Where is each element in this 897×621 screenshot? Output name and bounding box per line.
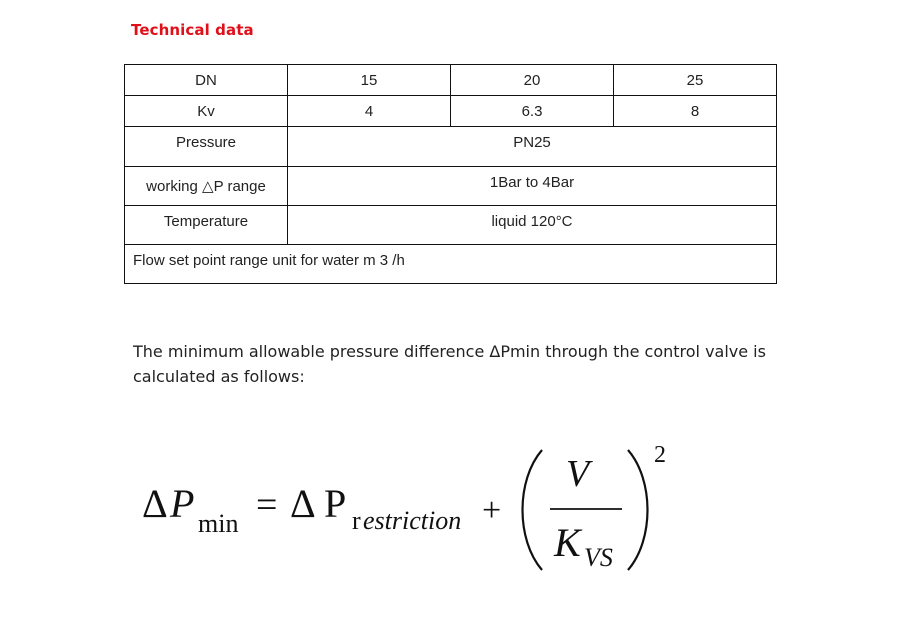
table-row-dn xyxy=(125,65,777,96)
temperature-label-cell xyxy=(125,206,288,245)
pressure-range-value: 1Bar to 4Bar xyxy=(489,173,575,191)
dn-value-3: 25 xyxy=(614,65,777,96)
kv-value-2: 6.3 xyxy=(451,96,614,127)
dn-value-2: 20 xyxy=(451,65,614,96)
lhs-variable: P xyxy=(170,481,195,526)
pressure-range-label xyxy=(125,167,288,206)
lhs-delta: Δ xyxy=(142,481,168,526)
technical-data-table xyxy=(124,64,777,284)
table-row-temperature xyxy=(125,206,777,245)
pressure-label-cell xyxy=(125,127,288,167)
fraction-numerator: V xyxy=(566,453,590,495)
lhs-subscript: min xyxy=(198,509,239,538)
rhs-variable: P xyxy=(324,481,347,526)
pressure-value-cell xyxy=(288,127,777,167)
exponent: 2 xyxy=(654,442,666,468)
temperature-value-cell xyxy=(288,206,777,245)
dn-label: DN xyxy=(125,65,288,96)
rhs-subscript-rest: estriction xyxy=(363,506,462,535)
section-heading: Technical data xyxy=(131,21,254,39)
rhs-subscript-r: r xyxy=(352,506,361,535)
table-row-kv xyxy=(125,96,777,127)
pressure-range-label-prefix: working xyxy=(146,178,203,195)
equals-sign: = xyxy=(256,484,278,526)
pressure-range-label-suffix: P range xyxy=(213,178,266,195)
temperature-value: liquid 120°C xyxy=(491,212,573,230)
pressure-label: Pressure xyxy=(175,134,237,151)
table-row-flow xyxy=(125,245,777,284)
denominator-subscript: VS xyxy=(584,543,613,572)
plus-sign: + xyxy=(482,492,502,529)
rhs-delta: Δ xyxy=(290,481,316,526)
table-row-pressure xyxy=(125,127,777,167)
pressure-value: PN25 xyxy=(513,134,551,151)
fraction-denominator: K xyxy=(554,520,581,565)
formula-svg xyxy=(130,430,690,590)
dn-value-1: 15 xyxy=(288,65,451,96)
table-row-pressure-range xyxy=(125,167,777,206)
left-parenthesis xyxy=(523,450,543,570)
pressure-formula xyxy=(130,430,690,590)
kv-label: Kv xyxy=(125,96,288,127)
flow-range-cell xyxy=(125,245,777,284)
right-parenthesis xyxy=(628,450,648,570)
flow-range-label: Flow set point range unit for water m 3 /h xyxy=(133,251,405,269)
delta-symbol: △ xyxy=(202,177,214,195)
temperature-label: Temperature xyxy=(163,212,249,230)
kv-value-1: 4 xyxy=(288,96,451,127)
pressure-range-value-cell xyxy=(288,167,777,206)
kv-value-3: 8 xyxy=(614,96,777,127)
formula-description: The minimum allowable pressure difference ΔPmin through the control valve is calculated as follows: xyxy=(133,342,766,386)
